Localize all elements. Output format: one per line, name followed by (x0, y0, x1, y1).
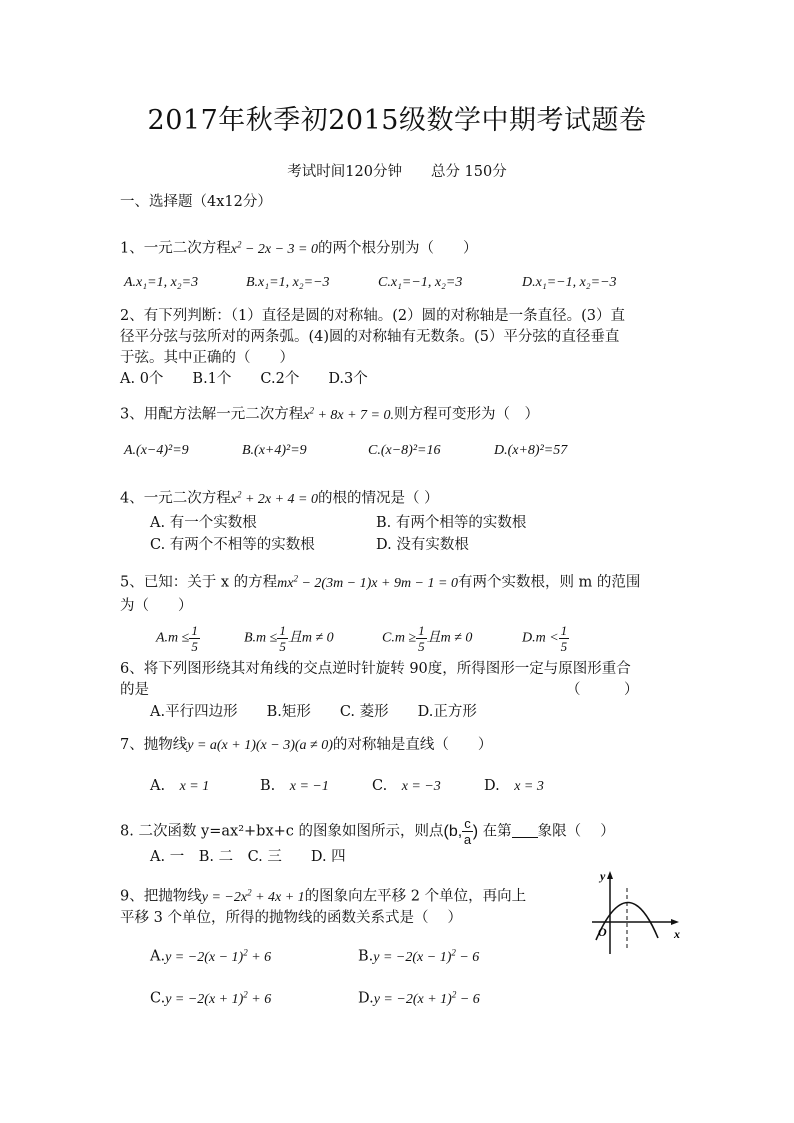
exam-info: 考试时间120分钟 总分 150分 (287, 164, 507, 180)
q1-option-c: C.x₁=−1, x₂=3 (378, 275, 463, 290)
question-9-stem (120, 882, 526, 908)
q1-equation: $x^2 - 2x - 3 = 0$ (230, 239, 319, 257)
q9-option-d: $D.y = -2(x + 1)^2 - 6$ (358, 989, 480, 1007)
q1-stem-b: 的两个根分别为（ ） (318, 240, 478, 257)
q7-stem-b: 的对称轴是直线（ ） (332, 737, 493, 753)
q6-line-1: 6、将下列图形绕其对角线的交点逆时针旋转 90度，所得图形一定与原图形重合 (120, 661, 631, 677)
q7-option-b: B. x = −1 (260, 778, 329, 794)
q5-fraction-b: $\frac{1}{5}$ (279, 623, 286, 654)
q5-stem-a: 5、已知：关于 x 的方程 (120, 574, 278, 591)
q3-equation: $x^2 + 8x + 7 = 0$. (303, 405, 395, 423)
q8-stem-c: 象限（ ） (537, 823, 615, 840)
q4-stem-b: 的根的情况是（ ） (318, 490, 439, 507)
q4-option-c: C. 有两个不相等的实数根 (150, 537, 315, 553)
q2-options: A. 0个 B.1个 C.2个 D.3个 (120, 371, 368, 387)
q5-fraction-a: $\frac{1}{5}$ (191, 623, 198, 654)
q3-option-d: D.(x+8)²=57 (494, 443, 568, 458)
q6-options: A.平行四边形 B.矩形 C. 菱形 D.正方形 (150, 704, 477, 720)
x-axis-arrow (671, 919, 679, 925)
q8-blank (512, 823, 538, 838)
q4-option-d: D. 没有实数根 (376, 537, 469, 553)
q8-point: (b, $\frac{c}{a}$ ) (443, 816, 479, 847)
q9-option-a: $A.y = -2(x - 1)^2 + 6$ (150, 947, 272, 965)
q2-line-2: 径平分弦与弦所对的两条弧。(4)圆的对称轴有无数条。(5）平分弦的直径垂直 (120, 329, 620, 345)
q8-stem-b: 在第 (482, 823, 512, 840)
q9-line-2: 平移 3 个单位，所得的抛物线的函数关系式是（ ） (120, 910, 463, 926)
page-title: 2017年秋季初2015级数学中期考试题卷 (147, 105, 647, 136)
q3-option-a: A.(x−4)²=9 (124, 443, 189, 458)
q1-option-b: B.x₁=1, x₂=−3 (246, 275, 330, 290)
q4-option-a: A. 有一个实数根 (150, 515, 257, 531)
q5-fraction-d: $\frac{1}{5}$ (560, 623, 568, 654)
q7-equation: y = a(x + 1)(x − 3)(a ≠ 0) (187, 738, 333, 753)
q3-stem-a: 3、用配方法解一元二次方程 (120, 406, 304, 423)
q8-options: A. 一 B. 二 C. 三 D. 四 (150, 849, 346, 865)
q7-option-a: A. x = 1 (150, 778, 210, 794)
q2-line-3: 于弦。其中正确的（ ） (120, 350, 294, 366)
origin-label: O (598, 925, 607, 939)
q5-stem-b: 有两个实数根，则 m 的范围 (457, 574, 641, 591)
q9-equation: $y = -2x^2 + 4x + 1$ (201, 887, 305, 905)
x-axis-label: x (674, 927, 680, 941)
question-3-stem (120, 400, 539, 426)
question-5-stem (120, 568, 640, 594)
question-7-stem (120, 735, 492, 756)
y-axis-label: y (600, 869, 606, 883)
parabola-graph (588, 868, 684, 958)
y-axis-arrow (607, 871, 613, 879)
q9-line1-b: 的图象向左平移 2 个单位，再向上 (304, 888, 527, 905)
q1-option-d: D.x₁=−1, x₂=−3 (522, 275, 617, 290)
q9-option-b: $B.y = -2(x - 1)^2 - 6$ (358, 947, 480, 965)
q5-option-c: C.m ≥ $\frac{1}{5}$ 且m ≠ 0 (382, 623, 473, 654)
q4-option-b: B. 有两个相等的实数根 (376, 515, 527, 531)
q3-stem-b: 则方程可变形为（ ） (394, 406, 540, 423)
question-4-stem (120, 484, 439, 510)
q1-option-a: A.x₁=1, x₂=3 (124, 275, 199, 290)
q5-fraction-c: $\frac{1}{5}$ (418, 623, 425, 654)
question-1-stem (120, 234, 478, 260)
q5-equation: $mx^2 - 2(3m - 1)x + 9m - 1 = 0$ (277, 573, 458, 591)
q7-option-c: C. x = −3 (372, 778, 441, 794)
q1-stem-a: 1、一元二次方程 (120, 240, 231, 257)
q5-option-d: D.m < $\frac{1}{5}$ (522, 623, 568, 654)
q5-stem-c: 为（ ） (120, 598, 193, 614)
q9-option-c: $C.y = -2(x + 1)^2 + 6$ (150, 989, 272, 1007)
q9-line1-a: 9、把抛物线 (120, 888, 202, 905)
q7-stem-a: 7、抛物线 (120, 737, 188, 753)
q3-option-c: C.(x−8)²=16 (368, 443, 441, 458)
q2-line-1: 2、有下列判断：（1）直径是圆的对称轴。(2）圆的对称轴是一条直径。(3）直 (120, 308, 625, 324)
q4-equation: $x^2 + 2x + 4 = 0$ (230, 489, 319, 507)
section-heading: 一、选择题（4x12分） (120, 194, 272, 210)
q8-stem-a: 8. 二次函数 y=ax²+bx+c 的图象如图所示，则点 (120, 823, 444, 840)
q6-answer-paren: （ ） (566, 682, 639, 698)
q5-option-b: B.m ≤ $\frac{1}{5}$ 且m ≠ 0 (244, 623, 334, 654)
q5-option-a: A.m ≤ $\frac{1}{5}$ (156, 623, 198, 654)
q7-option-d: D. x = 3 (484, 778, 544, 794)
q4-stem-a: 4、一元二次方程 (120, 490, 231, 507)
q3-option-b: B.(x+4)²=9 (242, 443, 307, 458)
q6-line-2: 的是 (120, 682, 149, 698)
question-8-stem (120, 816, 615, 847)
